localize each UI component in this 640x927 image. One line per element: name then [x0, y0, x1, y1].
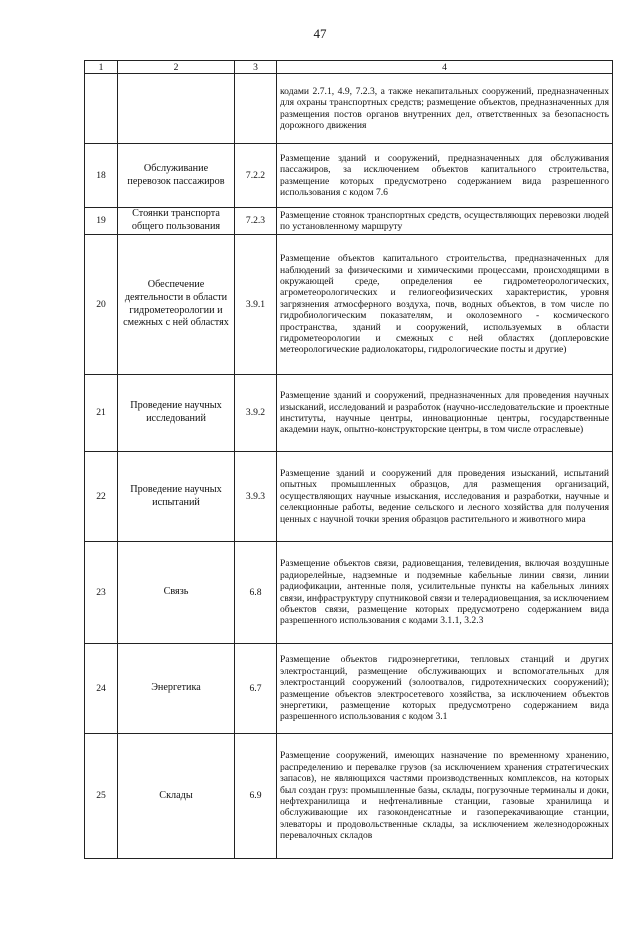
row-name — [118, 74, 235, 144]
row-code: 3.9.3 — [235, 452, 277, 542]
table-row — [85, 74, 613, 144]
row-description: Размещение зданий и сооружений для проведения изысканий, испытаний опытных промышленных образцов, для размещения организаций, осуществляющих научные изыскания, исследования и разработки, научные и селекционные работы, ведение сельского и лесного хозяйства для получения ценных с научной точки зрения образцов растительного и животного мира — [277, 452, 613, 542]
table-row — [85, 144, 613, 208]
table-row — [85, 452, 613, 542]
row-number: 24 — [85, 644, 118, 734]
row-name: Обеспечение деятельности в области гидрометеорологии и смежных с ней областях — [118, 235, 235, 375]
row-code: 6.8 — [235, 542, 277, 644]
row-number: 21 — [85, 375, 118, 452]
row-name: Проведение научных исследований — [118, 375, 235, 452]
header-cell-description: 4 — [277, 61, 613, 74]
row-name: Связь — [118, 542, 235, 644]
page-number: 47 — [313, 26, 327, 41]
table-row — [85, 542, 613, 644]
header-cell-name: 2 — [118, 61, 235, 74]
row-number: 18 — [85, 144, 118, 208]
row-description: Размещение сооружений, имеющих назначение по временному хранению, распределению и перевалке грузов (за исключением хранения стратегических запасов), не являющихся частями производственных комплексов, на которых был создан груз: промышленные базы, склады, погрузочные терминалы и доки, нефтехранилища и нефтеналивные станции, газовые хранилища и обслуживающие их газоконденсатные и газоперекачивающие станции, элеваторы и продовольственные склады, за исключением железнодорожных перевалочных складов — [277, 734, 613, 859]
header-cell-number: 1 — [85, 61, 118, 74]
row-number — [85, 74, 118, 144]
table-row — [85, 208, 613, 235]
row-name: Энергетика — [118, 644, 235, 734]
table-row — [85, 375, 613, 452]
row-code: 6.7 — [235, 644, 277, 734]
row-description: кодами 2.7.1, 4.9, 7.2.3, а также некапитальных сооружений, предназначенных для охраны транспортных средств; размещение объектов, предназначенных для размещения постов органов внутренних дел, ответственных за безопасность дорожного движения — [277, 74, 613, 144]
row-description: Размещение объектов гидроэнергетики, тепловых станций и других электростанций, размещение обслуживающих и вспомогательных для электростанций сооружений (золоотвалов, гидротехнических сооружений); размещение объектов электросетевого хозяйства, за исключением объектов энергетики, размещение которых предусмотрено содержанием вида разрешенного использования с кодом 3.1 — [277, 644, 613, 734]
table-row — [85, 734, 613, 859]
table-row — [85, 235, 613, 375]
land-use-table — [84, 60, 613, 859]
row-number: 23 — [85, 542, 118, 644]
row-code: 7.2.2 — [235, 144, 277, 208]
row-code: 3.9.1 — [235, 235, 277, 375]
row-name: Обслуживание перевозок пассажиров — [118, 144, 235, 208]
row-description: Размещение зданий и сооружений, предназначенных для обслуживания пассажиров, за исключением объектов капитального строительства, размещение которых предусмотрено содержанием вида разрешенного использования с кодом 7.6 — [277, 144, 613, 208]
row-description: Размещение зданий и сооружений, предназначенных для проведения научных изысканий, исследований и разработок (научно-исследовательские и проектные институты, научные центры, инновационные центры, государственные академии наук, опытно-конструкторские центры, в том числе отраслевые) — [277, 375, 613, 452]
row-description: Размещение объектов капитального строительства, предназначенных для наблюдений за физическими и химическими процессами, происходящими в окружающей среде, определения ее гидрометеорологических, агрометеорологических и гелиогеофизических характеристик, уровня загрязнения атмосферного воздуха, почв, водных объектов, в том числе по гидробиологическим показателям, и околоземного - космического пространства, зданий и сооружений, используемых в области гидрометеорологии и смежных с ней областях (доплеровские метеорологические радиолокаторы, гидрологические посты и другие) — [277, 235, 613, 375]
row-name: Склады — [118, 734, 235, 859]
row-code: 7.2.3 — [235, 208, 277, 235]
row-number: 25 — [85, 734, 118, 859]
row-description: Размещение объектов связи, радиовещания, телевидения, включая воздушные радиорелейные, надземные и подземные кабельные линии связи, линии радиофикации, антенные поля, усилительные пункты на кабельных линиях связи, инфраструктуру спутниковой связи и телерадиовещания, за исключением объектов связи, размещение которых предусмотрено содержанием вида разрешенного использования с кодами 3.1.1, 3.2.3 — [277, 542, 613, 644]
row-name: Стоянки транспорта общего пользования — [118, 208, 235, 235]
row-number: 22 — [85, 452, 118, 542]
row-code: 6.9 — [235, 734, 277, 859]
table-header-row — [85, 61, 613, 74]
table-row — [85, 644, 613, 734]
row-number: 20 — [85, 235, 118, 375]
row-description: Размещение стоянок транспортных средств, осуществляющих перевозки людей по установленному маршруту — [277, 208, 613, 235]
header-cell-code: 3 — [235, 61, 277, 74]
row-code — [235, 74, 277, 144]
row-number: 19 — [85, 208, 118, 235]
row-name: Проведение научных испытаний — [118, 452, 235, 542]
row-code: 3.9.2 — [235, 375, 277, 452]
